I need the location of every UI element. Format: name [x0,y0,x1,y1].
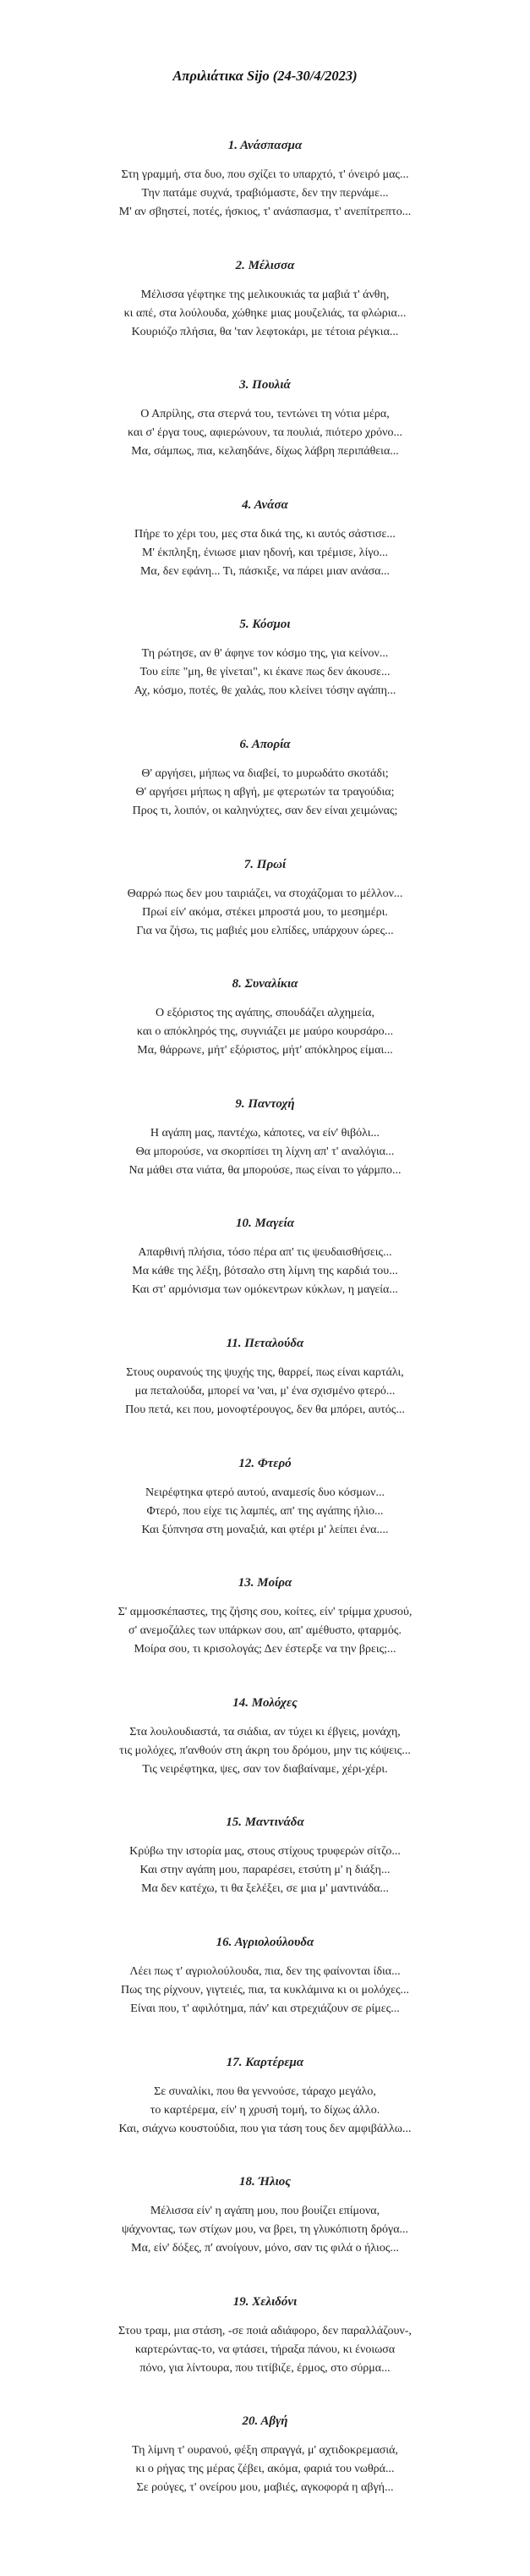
poem-stanza [0,1963,530,2019]
poem-line: Προς τι, λοιπόν, οι καληνύχτες, σαν δεν είναι χειμώνας; [132,805,398,817]
poem-stanza [0,1843,530,1898]
poem-title: 8. Συναλίκια [232,977,298,991]
poem-section [0,1934,530,2019]
poem-section [0,2413,530,2497]
poem-line: Νειρέφτηκα φτερό αυτού, αναμεσίς δυο κόσμων... [145,1486,385,1499]
poem-section [0,1335,530,1420]
poem-section [0,2293,530,2378]
poem-line: και σ' έργα τους, αφιερώνουν, τα πουλιά, πιότερο χρόνο... [128,426,402,439]
poem-title: 1. Ανάσπασμα [227,139,303,152]
poem-section [0,1814,530,1898]
poem-line: Κρύβω την ιστορία μας, στους στίχους τρυφερών σίτζο... [129,1845,401,1858]
poem-section [0,2054,530,2139]
poem-line: Στη γραμμή, στα δυο, που σχίζει το υπαρχτό, τ' όνειρό μας... [121,168,409,181]
poem-line: Θαρρώ πως δεν μου ταιριάζει, να στοχάζομαι το μέλλον... [127,887,403,900]
poem-line: Λέει πως τ' αγριολούλουδα, πια, δεν της φαίνονται ίδια... [129,1965,401,1978]
poem-section [0,137,530,222]
poem-title: 2. Μέλισσα [235,259,295,272]
poem-stanza [0,1244,530,1299]
poem-line: Θ' αργήσει, μήπως να διαβεί, το μυρωδάτο σκοτάδι; [141,767,389,780]
poem-line: Μ' έκπληξη, ένιωσε μιαν ηδονή, και τρέμισε, λίγο... [141,547,389,559]
poem-line: Πρωί είν' ακόμα, στέκει μπροστά μου, το μεσημέρι. [142,906,388,919]
poem-stanza [0,525,530,581]
poem-line: Μα, είν' δόξες, π' ανοίγουν, μόνο, σαν τις φιλά ο ήλιος... [131,2242,399,2255]
poem-line: Σ' αμμοσκέπαστες, της ζήσης σου, κοίτες, είν' τρίμμα χρυσού, [117,1606,413,1618]
poem-stanza [0,885,530,941]
poem-title: 17. Καρτέρεμα [226,2056,304,2069]
poem-stanza [0,2202,530,2258]
poem-line: Θ' αργήσει μήπως η αβγή, με φτερωτών τα τραγούδια; [135,786,395,799]
poem-stanza [0,1723,530,1779]
poem-stanza [0,2083,530,2139]
poem-line: Είναι που, τ' αφιλότημα, πάν' και στρεχιάζουν σε ρίμες... [130,2002,400,2015]
poem-line: Σε ρούγες, τ' ονείρου μου, μαβιές, αγκοφορά η αβγή... [136,2481,394,2494]
poem-line: κι απέ, στα λούλουδα, χώθηκε μιας μουζελιάς, τα φλώρια... [123,307,407,320]
poem-section [0,376,530,461]
poem-stanza [0,2441,530,2497]
poem-section [0,1694,530,1779]
poem-line: Πήρε το χέρι του, μες στα δικά της, κι αυτός σάστισε... [134,528,396,541]
poem-line: κι ο ρήγας της μέρας ζέβει, ακόμα, φαριά του νωθρά... [135,2463,395,2475]
poem-line: Σε συναλίκι, που θα γεννούσε, τάραχο μεγάλο, [154,2085,376,2098]
poem-stanza [0,1364,530,1420]
poem-stanza [0,1603,530,1659]
poem-section [0,736,530,821]
poem-line: Ο Απρίλης, στα στερνά του, τεντώνει τη νότια μέρα, [140,408,390,420]
poem-line: τις μολόχες, π'ανθούν στη άκρη του δρόμου, μην τις κόψεις... [119,1744,411,1757]
poem-title: 12. Φτερό [238,1457,292,1470]
poem-line: και ο απόκληρός της, συγνιάζει με μαύρο κουρσάρο... [136,1025,394,1038]
poem-line: Στα λουλουδιαστά, τα σιάδια, αν τύχει κι έβγεις, μονάχη, [129,1726,401,1738]
poem-line: Μα, θάρρωνε, μήτ' εξόριστος, μήτ' απόκληρος είμαι... [137,1044,393,1057]
poem-line: σ' ανεμοζάλες των υπάρκων σου, απ' αμέθυστο, φταρμός. [128,1624,402,1637]
poem-section [0,497,530,581]
poem-line: Απαρθινή πλήσια, τόσο πέρα απ' τις ψευδαισθήσεις... [138,1246,392,1259]
document-title: Απριλιάτικα Sijo (24-30/4/2023) [172,68,358,84]
poem-stanza [0,166,530,222]
poem-line: Και στ' αρμόνισμα των ομόκεντρων κύκλων, η μαγεία... [132,1283,398,1296]
poem-line: Και, σιάχνω κουστούδια, που για τάση τους δεν αμφιβάλλω... [118,2123,412,2135]
poem-line: Πως της ρίχνουν, γιγτειές, πια, τα κυκλάμινα κι οι μολόχες... [120,1984,409,1997]
poem-line: Του είπε "μη, θε γίνεται", κι έκανε πως δεν άκουσε... [139,666,391,678]
poem-title: 18. Ήλιος [239,2175,291,2189]
poem-line: Αχ, κόσμο, ποτές, θε χαλάς, που κλείνει τόσην αγάπη... [134,684,396,697]
poem-title: 20. Αβγή [242,2414,288,2428]
poem-line: Μα δεν κατέχω, τι θα ξελέξει, σε μια μ' μαντινάδα... [141,1882,389,1895]
poem-section [0,1574,530,1659]
poem-title: 7. Πρωί [243,858,287,871]
poem-section [0,1215,530,1299]
poem-line: Ο εξόριστος της αγάπης, σπουδάζει αλχημεία, [155,1007,375,1019]
poem-line: Μα, σάμπως, πια, κελαηδάνε, δίχως λάβρη περιπάθεια... [131,445,399,458]
poem-title: 9. Παντοχή [235,1097,295,1111]
poem-line: Μ' αν σβηστεί, ποτές, ήσκιος, τ' ανάσπασμα, τ' ανεπίτρεπτο... [118,206,412,218]
poem-stanza [0,1124,530,1180]
poem-title: 13. Μοίρα [238,1576,292,1590]
poem-line: Τη λίμνη τ' ουρανού, φέξη σπραγγά, μ' αχτιδοκρεμασιά, [132,2444,398,2457]
poem-section [0,2173,530,2258]
poem-line: Που πετά, κει που, μονοφτέρουγος, δεν θα μπόρει, αυτός... [125,1403,405,1416]
poem-line: Η αγάπη μας, παντέχω, κάποτες, να είν' θιβόλι... [150,1127,380,1140]
poem-line: Θα μπορούσε, να σκορπίσει τη λίχνη απ' τ' αναλόγια... [135,1145,395,1158]
poem-stanza [0,2322,530,2378]
poem-line: ψάχνοντας, των στίχων μου, να βρει, τη γλυκόπιοτη δρόγα... [121,2223,409,2236]
poem-line: Τις νειρέφτηκα, ψες, σαν τον διαβαίναμε, χέρι-χέρι. [142,1763,388,1776]
poem-title: 15. Μαντινάδα [226,1815,304,1829]
poem-title: 5. Κόσμοι [239,618,291,631]
poem-title: 14. Μολόχες [232,1696,298,1710]
poem-stanza [0,765,530,821]
poem-line: Στου τραμ, μια στάση, -σε ποιά αδιάφορο, δεν παραλλάζουν-, [118,2325,412,2337]
poem-line: Μα κάθε της λέξη, βότσαλο στη λίμνη της καρδιά του... [132,1265,398,1277]
poem-line: Μέλισσα είν' η αγάπη μου, που βουίζει επίμονα, [150,2205,380,2217]
poem-line: Την πατάμε συχνά, τραβιόμαστε, δεν την περνάμε... [141,187,389,200]
poem-stanza [0,1484,530,1540]
poem-line: Να μάθει στα νιάτα, θα μπορούσε, πως είναι το γάρμπο... [128,1164,402,1177]
poem-title: 10. Μαγεία [236,1217,294,1230]
poem-section [0,975,530,1060]
poem-section [0,257,530,342]
poem-section [0,1096,530,1180]
poem-line: Και στην αγάπη μου, παραρέσει, ετσύτη μ' η διάξη... [139,1864,391,1876]
poem-line: Για να ζήσω, τις μαβιές μου ελπίδες, υπάρχουν ώρες... [136,925,394,937]
poem-title: 19. Χελιδόνι [232,2295,298,2309]
poem-line: Κουριόζο πλήσια, θα 'ταν λεφτοκάρι, με τέτοια ρέγκια... [131,326,399,338]
poem-line: το καρτέρεμα, είν' η χρυσή τομή, το δίχως άλλο. [150,2104,380,2117]
poem-line: Στους ουρανούς της ψυχής της, θαρρεί, πως είναι καρτάλι, [126,1366,404,1379]
poem-section [0,616,530,700]
poem-line: Τη ρώτησε, αν θ' άφηνε τον κόσμο της, για κείνον... [141,647,389,660]
poem-title: 16. Αγριολούλουδα [216,1936,314,1949]
poem-line: καρτερώντας-το, να φτάσει, τήραξα πάνου, κι ένοιωσα [134,2343,396,2356]
poem-line: Και ξύπνησα στη μοναξιά, και φτέρι μ' λείπει ένα.... [141,1524,389,1536]
poem-stanza [0,645,530,700]
poem-title: 3. Πουλιά [239,378,291,392]
poem-section [0,1455,530,1540]
poem-line: πόνο, για λίντουρα, που τιτίβιζε, έρμος, στο σύρμα... [139,2362,391,2375]
poem-line: Φτερό, που είχε τις λαμπές, απ' της αγάπης ήλιο... [146,1505,384,1518]
poem-line: Μα, δεν εφάνη... Τι, πάσκιξε, να πάρει μιαν ανάσα... [139,565,391,578]
poem-line: Μέλισσα γέφτηκε της μελικουκιάς τα μαβιά τ' άνθη, [140,288,390,301]
poem-stanza [0,405,530,461]
poem-stanza [0,1004,530,1060]
poem-title: 11. Πεταλούδα [226,1337,304,1350]
poem-stanza [0,286,530,342]
poem-title: 4. Ανάσα [242,498,288,512]
poem-line: Μοίρα σου, τι κρισολογάς; Δεν έστερξε να την βρεις;... [134,1643,396,1656]
poem-line: μα πεταλούδα, μπορεί να 'ναι, μ' ένα σχισμένο φτερό... [134,1385,396,1398]
poem-title: 6. Απορία [239,738,291,751]
poem-section [0,856,530,941]
